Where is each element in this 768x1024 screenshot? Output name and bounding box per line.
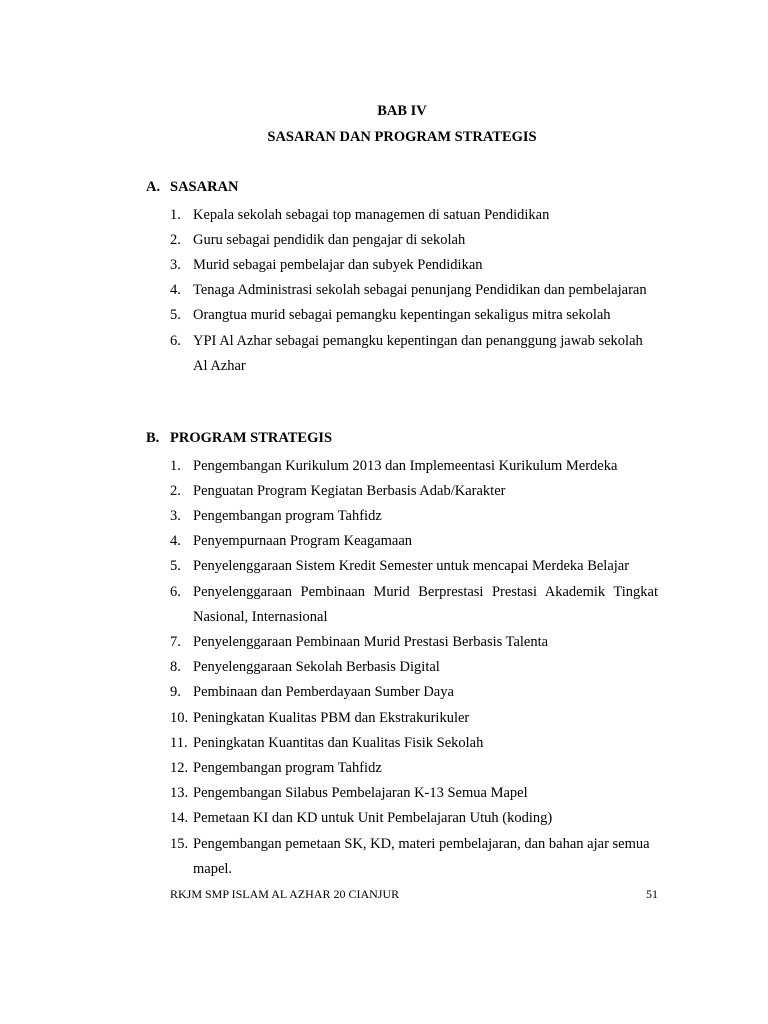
list-item bbox=[146, 756, 658, 781]
section-heading bbox=[146, 177, 658, 197]
section-program-strategis bbox=[146, 428, 658, 882]
footer-text: RKJM SMP ISLAM AL AZHAR 20 CIANJUR bbox=[170, 887, 400, 901]
item-number: 11. bbox=[170, 734, 188, 751]
item-number: 2. bbox=[170, 482, 181, 499]
program-list bbox=[146, 454, 658, 882]
list-item bbox=[146, 655, 658, 680]
item-text: Pengembangan pemetaan SK, KD, materi pembelajaran, dan bahan ajar semua mapel. bbox=[193, 835, 650, 877]
list-item bbox=[146, 680, 658, 705]
list-item bbox=[146, 303, 658, 328]
section-title: PROGRAM STRATEGIS bbox=[170, 430, 333, 446]
item-number: 4. bbox=[170, 282, 181, 299]
list-item bbox=[146, 479, 658, 504]
item-number: 6. bbox=[170, 583, 181, 600]
item-number: 5. bbox=[170, 307, 181, 324]
item-text: Peningkatan Kualitas PBM dan Ekstrakurikuler bbox=[193, 709, 470, 726]
list-item bbox=[146, 832, 658, 882]
section-sasaran bbox=[146, 177, 658, 379]
item-text: Peningkatan Kuantitas dan Kualitas Fisik Sekolah bbox=[193, 734, 484, 751]
list-item bbox=[146, 781, 658, 806]
section-title: SASARAN bbox=[170, 179, 239, 195]
item-text: Guru sebagai pendidik dan pengajar di sekolah bbox=[193, 231, 466, 248]
item-number: 7. bbox=[170, 633, 181, 650]
item-number: 13. bbox=[170, 785, 189, 802]
item-number: 5. bbox=[170, 558, 181, 575]
item-number: 12. bbox=[170, 759, 189, 776]
list-item bbox=[146, 580, 658, 630]
item-number: 9. bbox=[170, 684, 181, 701]
section-letter: B. bbox=[146, 430, 160, 446]
list-item bbox=[146, 806, 658, 831]
list-item bbox=[146, 504, 658, 529]
item-text: Penyelenggaraan Sekolah Berbasis Digital bbox=[193, 659, 440, 676]
item-number: 14. bbox=[170, 810, 189, 827]
list-item bbox=[146, 731, 658, 756]
item-text: Murid sebagai pembelajar dan subyek Pendidikan bbox=[193, 256, 483, 273]
item-number: 15. bbox=[170, 835, 189, 852]
list-item bbox=[146, 554, 658, 579]
page-footer bbox=[170, 885, 658, 903]
list-item bbox=[146, 278, 658, 303]
list-item bbox=[146, 203, 658, 228]
item-text: Orangtua murid sebagai pemangku kepentingan sekaligus mitra sekolah bbox=[193, 307, 611, 324]
list-item bbox=[146, 454, 658, 479]
item-text: Penyempurnaan Program Keagamaan bbox=[193, 533, 413, 550]
list-item bbox=[146, 329, 658, 379]
item-number: 8. bbox=[170, 659, 181, 676]
list-item bbox=[146, 228, 658, 253]
chapter-title: SASARAN DAN PROGRAM STRATEGIS bbox=[267, 129, 537, 145]
list-item bbox=[146, 706, 658, 731]
item-text: Penyelenggaraan Pembinaan Murid Prestasi Berbasis Talenta bbox=[193, 633, 549, 650]
item-number: 4. bbox=[170, 533, 181, 550]
section-letter: A. bbox=[146, 179, 161, 195]
item-number: 6. bbox=[170, 332, 181, 349]
item-number: 3. bbox=[170, 507, 181, 524]
item-text: Pengembangan Silabus Pembelajaran K-13 Semua Mapel bbox=[193, 785, 528, 802]
chapter-number: BAB IV bbox=[377, 103, 427, 119]
item-text: Pengembangan Kurikulum 2013 dan Implemeentasi Kurikulum Merdeka bbox=[193, 457, 618, 474]
item-text: Pengembangan program Tahfidz bbox=[193, 759, 382, 776]
item-text: Pengembangan program Tahfidz bbox=[193, 507, 382, 524]
item-number: 2. bbox=[170, 231, 181, 248]
item-text: Kepala sekolah sebagai top managemen di satuan Pendidikan bbox=[193, 206, 550, 223]
item-number: 1. bbox=[170, 457, 181, 474]
list-item bbox=[146, 630, 658, 655]
item-number: 10. bbox=[170, 709, 189, 726]
item-text: Penyelenggaraan Pembinaan Murid Berprestasi Prestasi Akademik Tingkat Nasional, Internasional bbox=[193, 583, 658, 625]
page-number: 51 bbox=[646, 887, 658, 901]
item-text: YPI Al Azhar sebagai pemangku kepentingan dan penanggung jawab sekolah Al Azhar bbox=[193, 332, 643, 374]
item-text: Penguatan Program Kegiatan Berbasis Adab/Karakter bbox=[193, 482, 506, 499]
list-item bbox=[146, 529, 658, 554]
list-item bbox=[146, 253, 658, 278]
item-number: 1. bbox=[170, 206, 181, 223]
item-text: Tenaga Administrasi sekolah sebagai penunjang Pendidikan dan pembelajaran bbox=[193, 282, 647, 299]
item-number: 3. bbox=[170, 256, 181, 273]
section-heading bbox=[146, 428, 658, 448]
item-text: Pembinaan dan Pemberdayaan Sumber Daya bbox=[193, 684, 454, 701]
sasaran-list bbox=[146, 203, 658, 379]
item-text: Penyelenggaraan Sistem Kredit Semester untuk mencapai Merdeka Belajar bbox=[193, 558, 630, 575]
item-text: Pemetaan KI dan KD untuk Unit Pembelajaran Utuh (koding) bbox=[193, 810, 553, 827]
